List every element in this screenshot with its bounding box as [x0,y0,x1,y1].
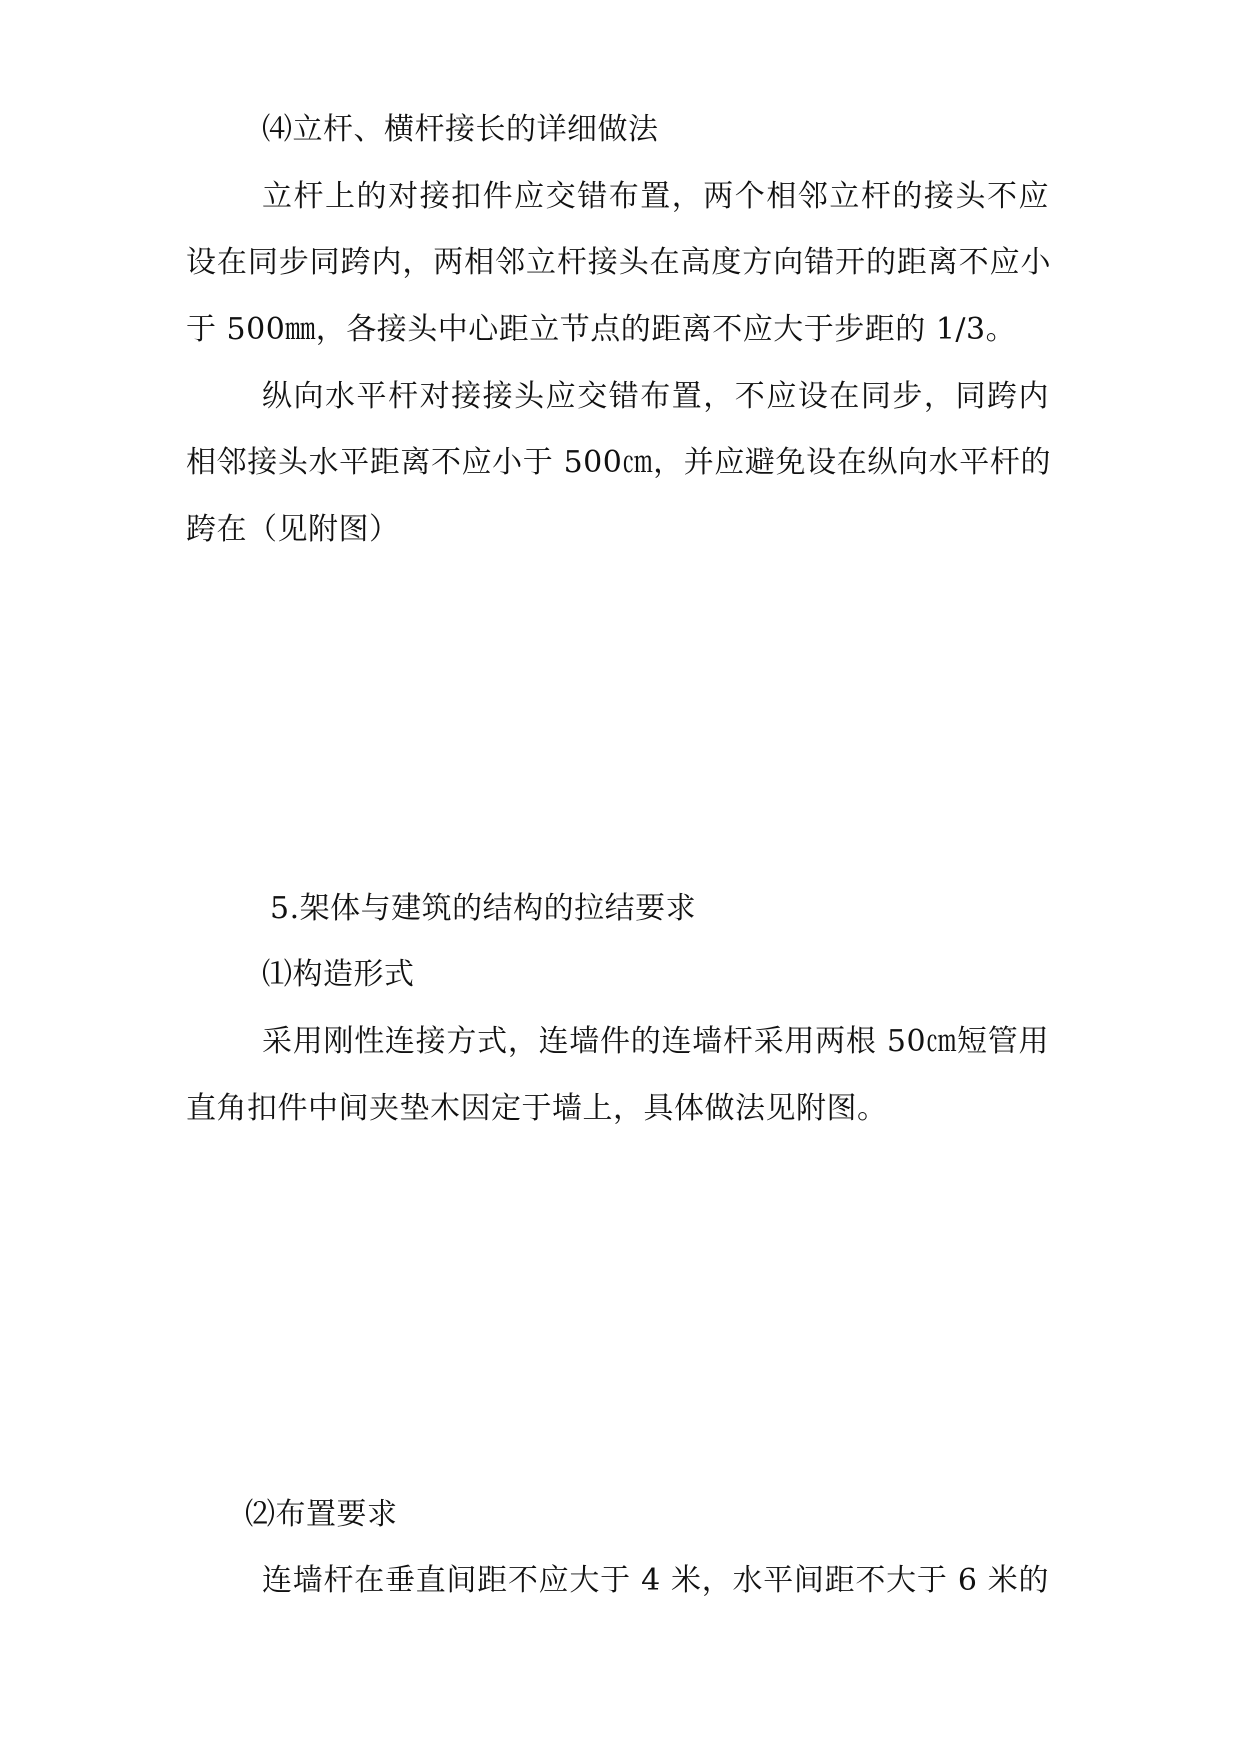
subsection-1-para-line-2: 直角扣件中间夹垫木因定于墙上，具体做法见附图。 [186,1091,888,1126]
subsection-2-para-line-1: 连墙杆在垂直间距不应大于 4 米，水平间距不大于 6 米的 [262,1563,1049,1598]
section-4-para-1-line-3: 于 500㎜，各接头中心距立节点的距离不应大于步距的 1/3。 [186,312,1017,347]
subsection-1-para-line-1: 采用刚性连接方式，连墙件的连墙杆采用两根 50㎝短管用 [262,1024,1049,1059]
section-5-heading: 5.架体与建筑的结构的拉结要求 [270,891,697,926]
subsection-1-heading: ⑴构造形式 [262,957,415,992]
section-4-para-2-line-1: 纵向水平杆对接接头应交错布置，不应设在同步，同跨内 [262,379,1049,414]
section-4-para-1-line-2: 设在同步同跨内，两相邻立杆接头在高度方向错开的距离不应小 [186,245,1051,280]
section-4-heading: ⑷立杆、横杆接长的详细做法 [262,112,659,147]
section-4-para-2-line-2: 相邻接头水平距离不应小于 500㎝，并应避免设在纵向水平杆的 [186,445,1051,480]
section-4-para-1-line-1: 立杆上的对接扣件应交错布置，两个相邻立杆的接头不应 [262,179,1049,214]
section-4-para-2-line-3: 跨在（见附图） [186,512,400,547]
subsection-2-heading: ⑵布置要求 [245,1497,398,1532]
